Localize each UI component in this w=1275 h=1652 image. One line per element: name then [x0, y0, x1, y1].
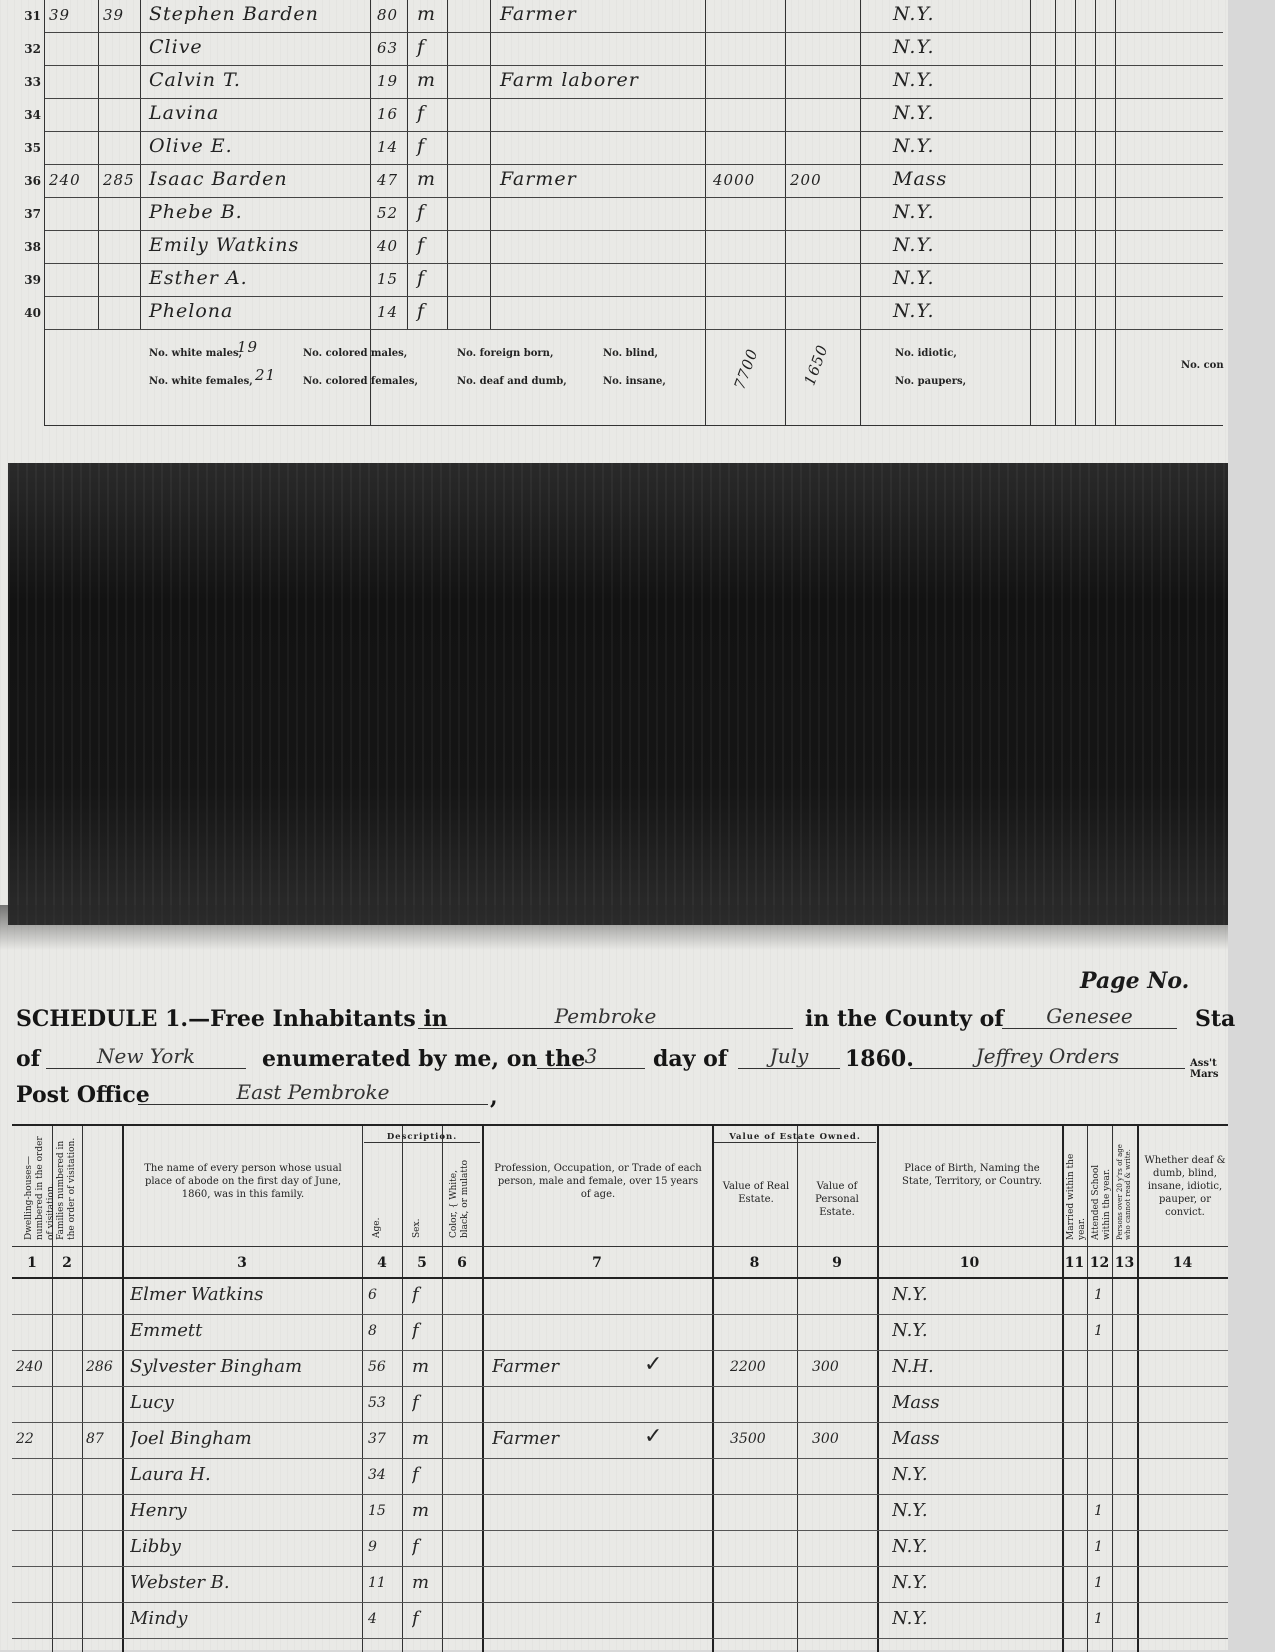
person-name: Sylvester Bingham: [130, 1356, 303, 1377]
person-occupation: Farm laborer: [500, 69, 639, 91]
deaf-dumb-label: No. deaf and dumb,: [457, 376, 567, 387]
person-sex: f: [417, 102, 426, 124]
paupers-label: No. paupers,: [895, 376, 967, 387]
family-number: 286: [86, 1359, 113, 1375]
person-name: Joel Bingham: [130, 1428, 252, 1449]
column-number: 4: [377, 1255, 387, 1271]
birthplace: N.Y.: [892, 1572, 928, 1593]
personal-estate-total: 1650: [800, 342, 832, 388]
person-sex: m: [412, 1500, 430, 1521]
table-row: [12, 1566, 1228, 1603]
day-of-label: day of: [653, 1046, 728, 1072]
real-estate-value: 4000: [713, 171, 756, 189]
person-sex: f: [412, 1284, 419, 1305]
person-age: 53: [368, 1395, 386, 1411]
real-estate-total: 7700: [730, 346, 762, 392]
person-sex: f: [417, 201, 426, 223]
real-estate-value: 3500: [730, 1431, 766, 1447]
birthplace: N.Y.: [892, 1284, 928, 1305]
colored-females-label: No. colored females,: [303, 376, 418, 387]
person-age: 15: [368, 1503, 386, 1519]
line-number: 32: [24, 42, 41, 56]
person-name: Phebe B.: [149, 201, 243, 223]
enumerated-label: enumerated by me, on the: [262, 1046, 586, 1072]
person-name: Henry: [130, 1500, 187, 1521]
personal-estate-value: 300: [812, 1431, 839, 1447]
table-row: [12, 1386, 1228, 1423]
person-age: 15: [377, 270, 399, 288]
person-occupation: Farmer: [492, 1428, 559, 1449]
colored-males-label: No. colored males,: [303, 348, 408, 359]
person-name: Olive E.: [149, 135, 233, 157]
column-number: 9: [832, 1255, 842, 1271]
column-number: 11: [1064, 1255, 1085, 1271]
header-cannot-read: Persons over 20 y'rs of age who cannot read & write.: [1116, 1144, 1132, 1240]
of-label: of: [16, 1046, 41, 1072]
column-number: 5: [417, 1255, 427, 1271]
birthplace: N.H.: [892, 1356, 934, 1377]
person-name: Stephen Barden: [149, 3, 319, 25]
census-table: [12, 1124, 1228, 1652]
previous-page-row: [24, 33, 1223, 66]
header-personal-estate: Value of Personal Estate.: [815, 1181, 859, 1218]
previous-page-row: [24, 132, 1223, 165]
person-occupation: Farmer: [492, 1356, 559, 1377]
dwelling-number: 240: [16, 1359, 43, 1375]
county-field: Genesee: [1002, 1004, 1177, 1029]
person-name: Emmett: [130, 1320, 203, 1341]
family-number: 87: [86, 1431, 104, 1447]
family-number: 39: [103, 6, 125, 24]
line-number: 37: [24, 207, 41, 221]
person-sex: m: [412, 1356, 430, 1377]
line-number: 34: [24, 108, 41, 122]
person-sex: m: [412, 1572, 430, 1593]
header-sex: Sex.: [412, 1218, 422, 1238]
person-sex: f: [412, 1608, 419, 1629]
school-tally: 1: [1094, 1323, 1103, 1339]
column-number: 12: [1089, 1255, 1110, 1271]
birthplace: N.Y.: [893, 36, 935, 58]
column-number: 14: [1172, 1255, 1193, 1271]
table-row: [12, 1530, 1228, 1567]
previous-page-row: [24, 231, 1223, 264]
person-name: Lavina: [149, 102, 220, 124]
description-group-header: Description.: [364, 1132, 480, 1143]
state-label: Sta: [1195, 1006, 1236, 1032]
column-number: 13: [1114, 1255, 1135, 1271]
line-number: 36: [24, 174, 41, 188]
person-sex: f: [412, 1392, 419, 1413]
header-name: The name of every person whose usual place of abode on the first day of June, 1860, was in this family.: [144, 1163, 342, 1200]
person-sex: m: [417, 3, 437, 25]
person-age: 52: [377, 204, 399, 222]
convicts-label: No. con: [1181, 360, 1224, 371]
person-sex: f: [417, 36, 426, 58]
school-tally: 1: [1094, 1611, 1103, 1627]
white-females-label: No. white females,: [149, 376, 253, 387]
table-row: [12, 1422, 1228, 1459]
person-name: Lucy: [130, 1392, 174, 1413]
previous-page-fragment: [24, 0, 1224, 426]
person-sex: f: [417, 135, 426, 157]
header-dwelling: Dwelling-houses—numbered in the order of visitation.: [24, 1136, 56, 1240]
person-sex: m: [417, 168, 437, 190]
previous-page-row: [24, 198, 1223, 231]
person-age: 14: [377, 303, 399, 321]
school-tally: 1: [1094, 1287, 1103, 1303]
birthplace: N.Y.: [893, 267, 935, 289]
header-school: Attended School within the year.: [1091, 1164, 1112, 1240]
verified-checkmark: ✓: [644, 1352, 663, 1377]
previous-page-row: [24, 66, 1223, 99]
post-office-field: East Pembroke: [138, 1080, 488, 1105]
person-sex: f: [412, 1464, 419, 1485]
table-row: [12, 1350, 1228, 1387]
white-males-label: No. white males,: [149, 348, 243, 359]
previous-page-row: [24, 0, 1223, 33]
personal-estate-value: 200: [790, 171, 822, 189]
enumerator-field: Jeffrey Orders: [910, 1044, 1185, 1069]
person-name: Webster B.: [130, 1572, 230, 1593]
year-label: 1860.: [845, 1046, 914, 1072]
person-age: 16: [377, 105, 399, 123]
column-number-row: [12, 1246, 1228, 1279]
column-number: 6: [457, 1255, 467, 1271]
table-row: [12, 1278, 1228, 1315]
school-tally: 1: [1094, 1503, 1103, 1519]
previous-page-row: [24, 165, 1223, 198]
person-age: 9: [368, 1539, 377, 1555]
person-name: Libby: [130, 1536, 181, 1557]
school-tally: 1: [1094, 1575, 1103, 1591]
white-females-value: 21: [255, 366, 277, 384]
person-occupation: Farmer: [500, 3, 577, 25]
column-number: 8: [749, 1255, 760, 1271]
person-sex: f: [417, 234, 426, 256]
header-birthplace: Place of Birth, Naming the State, Territory, or Country.: [901, 1163, 1043, 1187]
previous-page-row: [24, 99, 1223, 132]
header-occupation: Profession, Occupation, or Trade of each person, male and female, over 15 years of age.: [494, 1163, 702, 1200]
birthplace: N.Y.: [893, 201, 935, 223]
person-age: 11: [368, 1575, 386, 1591]
family-number: 285: [103, 171, 135, 189]
person-age: 19: [377, 72, 399, 90]
birthplace: Mass: [893, 168, 948, 190]
person-age: 14: [377, 138, 399, 156]
person-name: Laura H.: [130, 1464, 211, 1485]
line-number: 35: [24, 141, 41, 155]
person-sex: f: [417, 300, 426, 322]
county-label: in the County of: [805, 1006, 1004, 1032]
month-field: July: [738, 1044, 840, 1069]
table-row: [12, 1314, 1228, 1351]
town-field: Pembroke: [418, 1004, 793, 1029]
birthplace: Mass: [892, 1428, 940, 1449]
school-tally: 1: [1094, 1539, 1103, 1555]
person-age: 37: [368, 1431, 386, 1447]
table-row: [12, 1494, 1228, 1531]
birthplace: N.Y.: [893, 135, 935, 157]
person-age: 80: [377, 6, 399, 24]
birthplace: N.Y.: [893, 69, 935, 91]
person-name: Mindy: [130, 1608, 188, 1629]
person-age: 40: [377, 237, 399, 255]
real-estate-value: 2200: [730, 1359, 766, 1375]
dwelling-number: 240: [49, 171, 81, 189]
column-number: 2: [62, 1255, 72, 1271]
previous-page-row: [24, 264, 1223, 297]
schedule-title: SCHEDULE 1.—Free Inhabitants in: [16, 1006, 448, 1032]
person-name: Emily Watkins: [149, 234, 300, 256]
blind-label: No. blind,: [603, 348, 658, 359]
scan-shadow: [0, 905, 1228, 950]
line-number: 40: [24, 306, 41, 320]
person-sex: f: [412, 1320, 419, 1341]
verified-checkmark: ✓: [644, 1424, 663, 1449]
line-number: 39: [24, 273, 41, 287]
birthplace: N.Y.: [893, 3, 935, 25]
header-infirmity: Whether deaf & dumb, blind, insane, idiotic, pauper, or convict.: [1144, 1155, 1226, 1218]
line-number: 31: [24, 9, 41, 23]
person-age: 47: [377, 171, 399, 189]
birthplace: N.Y.: [893, 300, 935, 322]
day-field: 3: [537, 1044, 645, 1069]
marshal-label: Ass't Mars: [1190, 1058, 1219, 1080]
line-number: 38: [24, 240, 41, 254]
person-name: Calvin T.: [149, 69, 241, 91]
column-number: 1: [27, 1255, 37, 1271]
post-office-label: Post Office: [16, 1082, 150, 1108]
post-office-period: ,: [490, 1084, 498, 1110]
person-age: 8: [368, 1323, 377, 1339]
header-color: Color, { White, black, or mulatto: [449, 1159, 470, 1238]
table-row: [12, 1458, 1228, 1495]
person-name: Isaac Barden: [149, 168, 288, 190]
idiotic-label: No. idiotic,: [895, 348, 957, 359]
estate-group-header: Value of Estate Owned.: [714, 1132, 876, 1143]
dark-scan-band: [8, 463, 1228, 925]
person-age: 6: [368, 1287, 377, 1303]
birthplace: N.Y.: [892, 1536, 928, 1557]
header-married: Married within the year.: [1066, 1153, 1087, 1240]
birthplace: N.Y.: [893, 102, 935, 124]
birthplace: N.Y.: [892, 1608, 928, 1629]
birthplace: N.Y.: [892, 1320, 928, 1341]
person-name: Clive: [149, 36, 203, 58]
column-number: 7: [592, 1255, 602, 1271]
person-sex: m: [412, 1428, 430, 1449]
person-sex: m: [417, 69, 437, 91]
birthplace: N.Y.: [893, 234, 935, 256]
header-family: Families numbered in the order of visitation.: [56, 1137, 77, 1240]
dwelling-number: 39: [49, 6, 71, 24]
white-males-value: 19: [237, 338, 259, 356]
line-number: 33: [24, 75, 41, 89]
person-age: 4: [368, 1611, 377, 1627]
column-number: 3: [237, 1255, 247, 1271]
person-age: 63: [377, 39, 399, 57]
dwelling-number: 22: [16, 1431, 34, 1447]
person-occupation: Farmer: [500, 168, 577, 190]
birthplace: N.Y.: [892, 1464, 928, 1485]
person-name: Esther A.: [149, 267, 248, 289]
birthplace: Mass: [892, 1392, 940, 1413]
header-age: Age.: [372, 1217, 382, 1238]
header-real-estate: Value of Real Estate.: [722, 1181, 790, 1205]
person-sex: f: [417, 267, 426, 289]
personal-estate-value: 300: [812, 1359, 839, 1375]
foreign-born-label: No. foreign born,: [457, 348, 554, 359]
person-name: Elmer Watkins: [130, 1284, 264, 1305]
person-age: 34: [368, 1467, 386, 1483]
table-row: [12, 1602, 1228, 1639]
birthplace: N.Y.: [892, 1500, 928, 1521]
column-number: 10: [959, 1255, 980, 1271]
person-age: 56: [368, 1359, 386, 1375]
insane-label: No. insane,: [603, 376, 666, 387]
person-sex: f: [412, 1536, 419, 1557]
person-name: Phelona: [149, 300, 234, 322]
state-field: New York: [46, 1044, 246, 1069]
previous-page-row: [24, 297, 1223, 330]
page-number-label: Page No.: [1080, 968, 1190, 994]
